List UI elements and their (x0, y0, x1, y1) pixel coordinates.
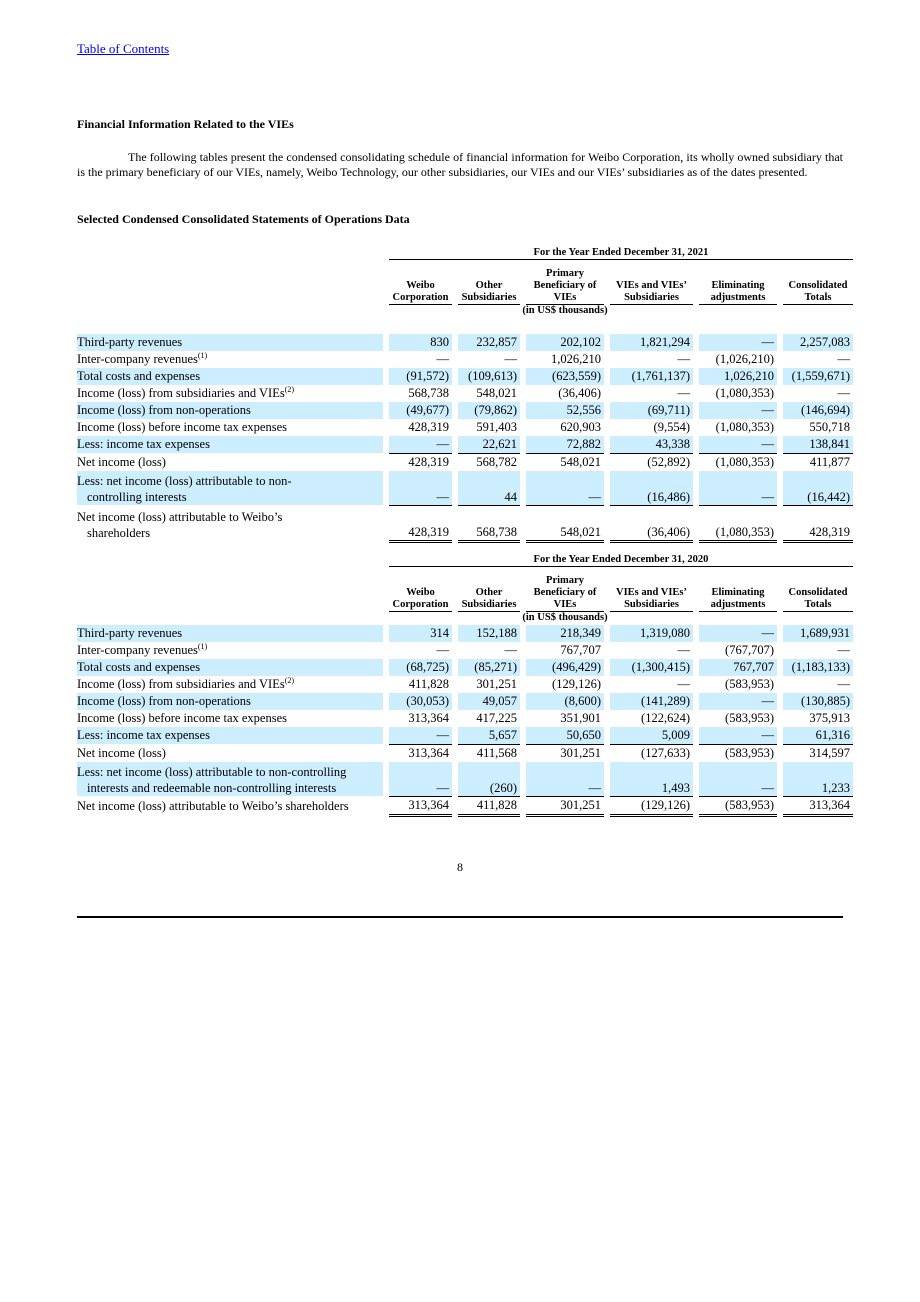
column-header-line: Weibo (406, 280, 435, 291)
column-header-row (77, 567, 853, 612)
cell-weibo-corporation: 313,364 (389, 796, 452, 815)
table-row (77, 385, 853, 402)
row-label (77, 642, 383, 659)
row-label (77, 762, 383, 797)
cell-eliminating-adjustments: (583,953) (725, 710, 774, 725)
table-row (77, 762, 853, 797)
table-row (77, 505, 853, 541)
cell-weibo-corporation: 428,319 (389, 505, 452, 541)
cell-vies-and-subsidiaries: 5,009 (610, 727, 693, 745)
blank-header-cell (77, 244, 383, 260)
row-label (77, 419, 383, 436)
cell-consolidated-totals: 313,364 (783, 796, 853, 815)
row-label-text: Income (loss) before income tax expenses (77, 419, 287, 434)
cell-consolidated-totals: 314,597 (809, 745, 850, 760)
cell-other-subsidiaries: 548,021 (476, 385, 517, 400)
cell-other-subsidiaries: 22,621 (458, 436, 520, 454)
row-label-text: Inter-company revenues (77, 642, 198, 657)
cell-primary-beneficiary: 72,882 (526, 436, 604, 454)
cell-primary-beneficiary: 52,556 (526, 402, 604, 419)
row-label-text: Inter-company revenues (77, 351, 198, 366)
column-header-line: VIEs and VIEs’ (615, 280, 687, 291)
footnote-marker: (1) (197, 641, 208, 651)
cell-other-subsidiaries: (85,271) (458, 659, 520, 676)
table-row (77, 796, 853, 815)
cell-weibo-corporation: 428,319 (408, 419, 449, 434)
cell-weibo-corporation: 428,319 (408, 454, 449, 469)
cell-other-subsidiaries: 49,057 (458, 693, 520, 710)
row-label (77, 385, 383, 402)
column-header-line: VIEs and VIEs’ (615, 587, 687, 598)
cell-eliminating-adjustments: (1,080,353) (699, 505, 777, 541)
column-header-line: Totals (804, 292, 832, 303)
row-label-line: interests and redeemable non-controlling interests (87, 781, 337, 795)
row-label-text: Income (loss) from subsidiaries and VIEs (77, 385, 285, 400)
cell-primary-beneficiary: — (526, 471, 604, 506)
cell-other-subsidiaries: 411,828 (458, 796, 520, 815)
cell-primary-beneficiary: 218,349 (526, 625, 604, 642)
cell-weibo-corporation: 313,364 (408, 745, 449, 760)
row-label (77, 796, 383, 815)
cell-weibo-corporation: — (436, 351, 449, 366)
blank-header-cell (77, 305, 383, 334)
column-header-line: Subsidiaries (461, 292, 517, 303)
table-row (77, 402, 853, 419)
cell-primary-beneficiary: (129,126) (552, 676, 601, 691)
cell-other-subsidiaries: — (504, 642, 517, 657)
table-row (77, 676, 853, 693)
column-header-line: Subsidiaries (624, 292, 679, 303)
cell-consolidated-totals: (146,694) (783, 402, 853, 419)
cell-primary-beneficiary: (496,429) (526, 659, 604, 676)
cell-consolidated-totals: 1,689,931 (783, 625, 853, 642)
column-header-line: Totals (804, 599, 832, 610)
spacer-cell (389, 612, 452, 625)
table-row (77, 334, 853, 351)
cell-consolidated-totals: 375,913 (809, 710, 850, 725)
cell-consolidated-totals: — (837, 676, 850, 691)
cell-consolidated-totals: 428,319 (783, 505, 853, 541)
footnote-marker: (2) (284, 384, 295, 394)
period-header-row (77, 551, 853, 567)
cell-other-subsidiaries: 591,403 (476, 419, 517, 434)
row-label (77, 693, 383, 710)
period-heading: For the Year Ended December 31, 2020 (389, 551, 853, 567)
cell-weibo-corporation: 411,828 (408, 676, 449, 691)
cell-vies-and-subsidiaries: 1,493 (610, 762, 693, 797)
cell-vies-and-subsidiaries: — (677, 676, 690, 691)
row-label-text: Less: income tax expenses (77, 728, 210, 742)
column-header-line: adjustments (710, 599, 766, 610)
column-header-line: Corporation (392, 292, 449, 303)
table-row (77, 727, 853, 745)
cell-vies-and-subsidiaries: — (677, 351, 690, 366)
cell-vies-and-subsidiaries: (36,406) (610, 505, 693, 541)
units-label: (in US$ thousands) (522, 305, 608, 316)
cell-eliminating-adjustments: (583,953) (725, 745, 774, 760)
row-label-text: Third-party revenues (77, 625, 183, 640)
column-header-primary-beneficiary (526, 260, 604, 305)
blank-header-cell (77, 567, 383, 612)
cell-eliminating-adjustments: — (699, 334, 777, 351)
cell-primary-beneficiary: 1,026,210 (551, 351, 601, 366)
cell-eliminating-adjustments: — (699, 762, 777, 797)
cell-primary-beneficiary: (8,600) (526, 693, 604, 710)
cell-other-subsidiaries: 232,857 (458, 334, 520, 351)
table-row (77, 642, 853, 659)
cell-primary-beneficiary: — (526, 762, 604, 797)
cell-eliminating-adjustments: — (699, 625, 777, 642)
cell-vies-and-subsidiaries: (127,633) (641, 745, 690, 760)
units-row (77, 612, 853, 625)
row-label (77, 453, 383, 471)
column-header-consolidated-totals (783, 260, 853, 305)
row-label (77, 334, 383, 351)
cell-primary-beneficiary: 50,650 (526, 727, 604, 745)
cell-eliminating-adjustments: — (699, 402, 777, 419)
cell-weibo-corporation: — (389, 762, 452, 797)
period-heading: For the Year Ended December 31, 2021 (389, 244, 853, 260)
period-header-row (77, 244, 853, 260)
table-row (77, 744, 853, 762)
row-label-text: Income (loss) from non-operations (77, 402, 251, 417)
cell-other-subsidiaries: 301,251 (476, 676, 517, 691)
column-header-line: Eliminating (711, 587, 765, 598)
cell-other-subsidiaries: 568,782 (476, 454, 517, 469)
column-header-line: Primary (546, 268, 584, 279)
cell-primary-beneficiary: 351,901 (560, 710, 601, 725)
cell-eliminating-adjustments: (1,080,353) (715, 385, 774, 400)
cell-consolidated-totals: — (837, 642, 850, 657)
row-label-text: Income (loss) before income tax expenses (77, 710, 287, 725)
cell-eliminating-adjustments: (1,080,353) (715, 454, 774, 469)
column-header-line: Subsidiaries (461, 599, 517, 610)
column-header-line: Subsidiaries (624, 599, 679, 610)
blank-header-cell (77, 260, 383, 305)
cell-vies-and-subsidiaries: (16,486) (610, 471, 693, 506)
table-row (77, 625, 853, 642)
row-label-line: Net income (loss) attributable to Weibo’s (77, 510, 283, 524)
cell-eliminating-adjustments: (583,953) (699, 796, 777, 815)
cell-vies-and-subsidiaries: (69,711) (610, 402, 693, 419)
cell-eliminating-adjustments: — (699, 693, 777, 710)
cell-eliminating-adjustments: 767,707 (699, 659, 777, 676)
cell-other-subsidiaries: 5,657 (458, 727, 520, 745)
cell-vies-and-subsidiaries: (122,624) (641, 710, 690, 725)
column-header-line: Consolidated (788, 587, 848, 598)
row-label (77, 676, 383, 693)
column-header-line: VIEs (553, 292, 577, 303)
column-header-line: Other (475, 587, 503, 598)
cell-primary-beneficiary: (623,559) (526, 368, 604, 385)
cell-other-subsidiaries: 568,738 (458, 505, 520, 541)
cell-vies-and-subsidiaries: — (677, 385, 690, 400)
blank-header-cell (77, 551, 383, 567)
cell-consolidated-totals: 550,718 (809, 419, 850, 434)
cell-vies-and-subsidiaries: 1,821,294 (610, 334, 693, 351)
cell-consolidated-totals: 138,841 (783, 436, 853, 454)
cell-consolidated-totals: 411,877 (809, 454, 850, 469)
cell-eliminating-adjustments: — (699, 727, 777, 745)
cell-consolidated-totals: 61,316 (783, 727, 853, 745)
cell-weibo-corporation: 313,364 (408, 710, 449, 725)
row-label-line: Less: net income (loss) attributable to non-controlling (77, 765, 347, 779)
column-header-line: Beneficiary of (533, 587, 597, 598)
cell-consolidated-totals: — (837, 351, 850, 366)
column-header-primary-beneficiary (526, 567, 604, 612)
row-label (77, 727, 383, 745)
cell-eliminating-adjustments: 1,026,210 (699, 368, 777, 385)
row-label-line: shareholders (87, 526, 151, 540)
cell-consolidated-totals: (130,885) (783, 693, 853, 710)
column-header-row (77, 260, 853, 305)
column-header-line: Beneficiary of (533, 280, 597, 291)
row-label-text: Third-party revenues (77, 334, 183, 349)
row-label-line: controlling interests (87, 490, 187, 504)
blank-header-cell (77, 612, 383, 625)
row-label-text: Total costs and expenses (77, 659, 201, 674)
column-header-line: Other (475, 280, 503, 291)
row-label (77, 351, 383, 368)
table-of-contents-link[interactable]: Table of Contents (77, 41, 170, 56)
cell-eliminating-adjustments: (1,080,353) (715, 419, 774, 434)
row-label-text: Less: income tax expenses (77, 437, 210, 451)
column-header-line: Corporation (392, 599, 449, 610)
cell-vies-and-subsidiaries: 43,338 (610, 436, 693, 454)
column-header-eliminating-adjustments (699, 567, 777, 612)
row-label (77, 505, 383, 541)
cell-weibo-corporation: (49,677) (389, 402, 452, 419)
column-header-line: adjustments (710, 292, 766, 303)
statements-of-operations-2021-table (77, 244, 853, 543)
footnote-marker: (2) (284, 675, 295, 685)
table-row (77, 659, 853, 676)
column-header-vies-and-subsidiaries (610, 567, 693, 612)
cell-vies-and-subsidiaries: (1,761,137) (610, 368, 693, 385)
table-row (77, 693, 853, 710)
spacer-cell (458, 305, 520, 334)
page-number: 8 (457, 860, 463, 874)
cell-primary-beneficiary: 767,707 (560, 642, 601, 657)
cell-other-subsidiaries: (109,613) (458, 368, 520, 385)
cell-weibo-corporation: — (389, 727, 452, 745)
cell-vies-and-subsidiaries: (1,300,415) (610, 659, 693, 676)
section-title: Financial Information Related to the VIEs (77, 117, 294, 131)
table-row (77, 710, 853, 727)
row-label (77, 659, 383, 676)
subsection-title: Selected Condensed Consolidated Statements of Operations Data (77, 212, 410, 226)
row-label (77, 436, 383, 454)
column-header-weibo-corporation (389, 567, 452, 612)
cell-other-subsidiaries: 417,225 (476, 710, 517, 725)
cell-eliminating-adjustments: — (699, 471, 777, 506)
column-header-consolidated-totals (783, 567, 853, 612)
cell-consolidated-totals: (1,559,671) (783, 368, 853, 385)
cell-consolidated-totals: — (837, 385, 850, 400)
cell-vies-and-subsidiaries: (141,289) (610, 693, 693, 710)
table-row (77, 351, 853, 368)
cell-weibo-corporation: (91,572) (389, 368, 452, 385)
page-divider (77, 916, 843, 918)
cell-primary-beneficiary: 202,102 (526, 334, 604, 351)
column-header-other-subsidiaries (458, 260, 520, 305)
cell-weibo-corporation: (30,053) (389, 693, 452, 710)
column-header-eliminating-adjustments (699, 260, 777, 305)
cell-consolidated-totals: 1,233 (783, 762, 853, 797)
cell-weibo-corporation: — (436, 642, 449, 657)
cell-other-subsidiaries: 411,568 (476, 745, 517, 760)
row-label (77, 402, 383, 419)
row-label (77, 625, 383, 642)
column-header-line: Eliminating (711, 280, 765, 291)
cell-consolidated-totals: 2,257,083 (783, 334, 853, 351)
cell-weibo-corporation: 568,738 (408, 385, 449, 400)
cell-vies-and-subsidiaries: — (677, 642, 690, 657)
column-header-line: Consolidated (788, 280, 848, 291)
table-row (77, 471, 853, 506)
cell-vies-and-subsidiaries: 1,319,080 (610, 625, 693, 642)
row-label-text: Net income (loss) (77, 454, 166, 469)
row-label-text: Total costs and expenses (77, 368, 201, 383)
cell-vies-and-subsidiaries: (129,126) (610, 796, 693, 815)
column-header-line: VIEs (553, 599, 577, 610)
cell-other-subsidiaries: (79,862) (458, 402, 520, 419)
cell-other-subsidiaries: — (504, 351, 517, 366)
table-row (77, 436, 853, 454)
intro-paragraph: The following tables present the condensed consolidating schedule of financial information for Weibo Corporation, its wholly owned subsidiary that is the primary beneficiary of our VIEs, namely, Weibo Technology, our other subsidiaries, our VIEs and our VIEs’ subsidiaries as of the dates presented. (77, 150, 843, 179)
cell-primary-beneficiary: 301,251 (526, 796, 604, 815)
row-label-text: Income (loss) from non-operations (77, 693, 251, 708)
table-row (77, 419, 853, 436)
spacer-cell (389, 305, 452, 334)
spacer-cell (458, 612, 520, 625)
cell-consolidated-totals: (16,442) (783, 471, 853, 506)
cell-primary-beneficiary: 548,021 (560, 454, 601, 469)
cell-vies-and-subsidiaries: (9,554) (653, 419, 690, 434)
column-header-weibo-corporation (389, 260, 452, 305)
cell-other-subsidiaries: 44 (458, 471, 520, 506)
row-label-text: Income (loss) from subsidiaries and VIEs (77, 676, 285, 691)
cell-weibo-corporation: 314 (389, 625, 452, 642)
cell-primary-beneficiary: (36,406) (558, 385, 601, 400)
row-label (77, 471, 383, 506)
table-row (77, 453, 853, 471)
cell-other-subsidiaries: (260) (458, 762, 520, 797)
column-header-line: Weibo (406, 587, 435, 598)
cell-other-subsidiaries: 152,188 (458, 625, 520, 642)
cell-consolidated-totals: (1,183,133) (783, 659, 853, 676)
row-label-text: Net income (loss) attributable to Weibo’s shareholders (77, 799, 349, 813)
cell-weibo-corporation: — (389, 436, 452, 454)
cell-vies-and-subsidiaries: (52,892) (647, 454, 690, 469)
cell-weibo-corporation: — (389, 471, 452, 506)
cell-primary-beneficiary: 620,903 (560, 419, 601, 434)
cell-weibo-corporation: 830 (389, 334, 452, 351)
footnote-marker: (1) (197, 350, 208, 360)
units-label: (in US$ thousands) (522, 612, 608, 623)
row-label-line: Less: net income (loss) attributable to non- (77, 474, 292, 488)
cell-eliminating-adjustments: (767,707) (725, 642, 774, 657)
cell-weibo-corporation: (68,725) (389, 659, 452, 676)
row-label (77, 744, 383, 762)
cell-eliminating-adjustments: (583,953) (725, 676, 774, 691)
column-header-line: Primary (546, 575, 584, 586)
cell-primary-beneficiary: 548,021 (526, 505, 604, 541)
column-header-other-subsidiaries (458, 567, 520, 612)
row-label (77, 368, 383, 385)
cell-eliminating-adjustments: (1,026,210) (715, 351, 774, 366)
table-row (77, 368, 853, 385)
column-header-vies-and-subsidiaries (610, 260, 693, 305)
cell-eliminating-adjustments: — (699, 436, 777, 454)
row-label (77, 710, 383, 727)
row-label-text: Net income (loss) (77, 745, 166, 760)
cell-primary-beneficiary: 301,251 (560, 745, 601, 760)
units-row (77, 305, 853, 334)
statements-of-operations-2020-table (77, 551, 853, 817)
